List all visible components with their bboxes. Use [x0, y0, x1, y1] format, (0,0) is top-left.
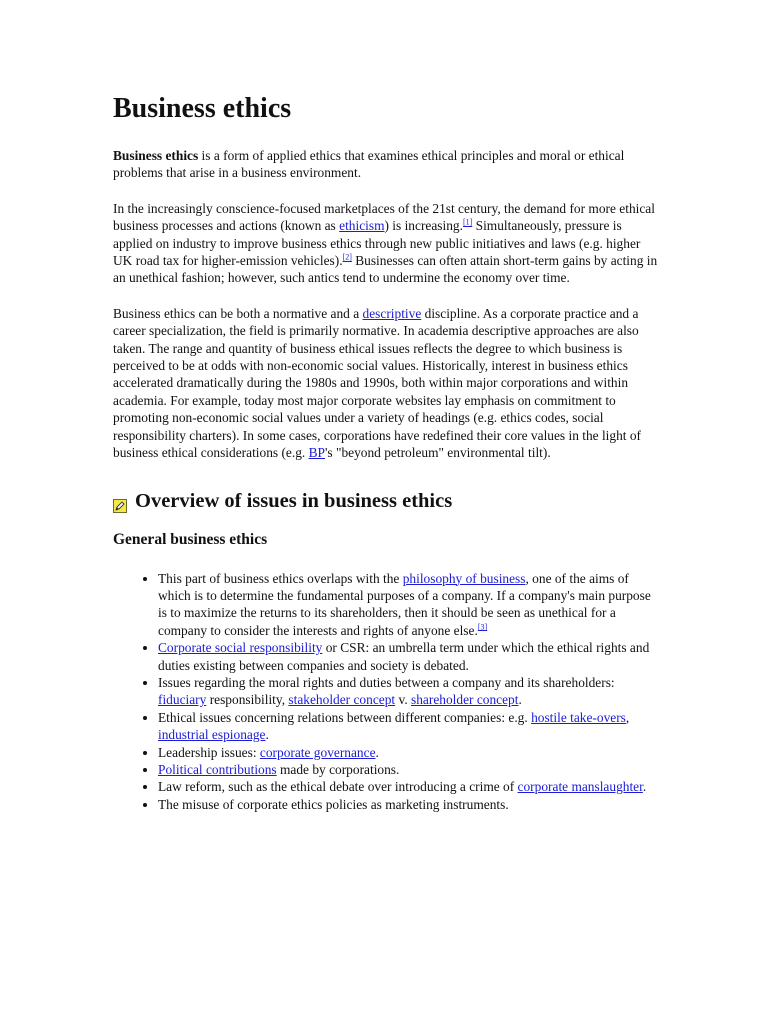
text-span: This part of business ethics overlaps with the: [158, 570, 403, 586]
reference-2[interactable]: [2]: [342, 252, 352, 262]
text-span: made by corporations.: [276, 761, 400, 777]
list-item: [158, 709, 661, 744]
page-title: Business ethics: [113, 93, 292, 124]
link-shareholder-concept[interactable]: shareholder concept: [411, 692, 519, 708]
text-span: Business ethics can be both a normative and a: [113, 305, 363, 321]
normative-paragraph: [113, 305, 661, 462]
text-span: Leadership issues:: [158, 744, 260, 760]
text-span: In the increasingly conscience-focused marketplaces of the 21st century, the demand for more ethical business processes and actions (known as: [113, 200, 655, 234]
text-span: 's "beyond petroleum" environmental tilt).: [325, 445, 551, 461]
text-span: .: [265, 727, 269, 743]
article: [113, 92, 661, 813]
text-span: .: [375, 744, 379, 760]
list-item: [158, 761, 661, 778]
link-ethicism[interactable]: ethicism: [339, 218, 385, 234]
link-political-contributions[interactable]: Political contributions: [158, 761, 277, 777]
link-fiduciary[interactable]: fiduciary: [158, 692, 207, 708]
text-span: The misuse of corporate ethics policies as marketing instruments.: [158, 796, 509, 812]
list-item: [158, 796, 661, 813]
text-span: Businesses can often attain short-term gains by acting in an unethical fashion; however, such antics tend to undermine the economy over time.: [113, 253, 658, 286]
intro-paragraph: [113, 147, 661, 182]
link-corporate-manslaughter[interactable]: corporate manslaughter: [517, 779, 643, 795]
section-heading-text: Overview of issues in business ethics: [135, 489, 453, 512]
list-item: [158, 639, 661, 674]
intro-bold-term: Business ethics: [113, 148, 199, 163]
link-bp[interactable]: BP: [308, 445, 325, 461]
text-span: Law reform, such as the ethical debate over introducing a crime of: [158, 779, 518, 795]
edit-pencil-icon[interactable]: [113, 494, 127, 508]
text-span: Ethical issues concerning relations between different companies: e.g.: [158, 709, 532, 725]
text-span: responsibility,: [206, 692, 289, 708]
list-item: [158, 778, 661, 795]
list-item: [158, 674, 661, 709]
link-descriptive[interactable]: descriptive: [362, 305, 422, 321]
text-span: ) is increasing.: [384, 218, 463, 234]
text-span: or CSR: an umbrella term under which the ethical rights and duties existing between companies and society is debated.: [158, 640, 650, 673]
link-philosophy-of-business[interactable]: philosophy of business: [402, 570, 526, 586]
link-corporate-social-responsibility[interactable]: Corporate social responsibility: [158, 640, 323, 656]
link-hostile-takeovers[interactable]: hostile take-overs: [531, 709, 626, 725]
issues-list: [113, 570, 661, 814]
text-span: .: [518, 692, 522, 708]
link-corporate-governance[interactable]: corporate governance: [259, 744, 376, 760]
subsection-heading: General business ethics: [113, 530, 268, 548]
link-stakeholder-concept[interactable]: stakeholder concept: [288, 692, 396, 708]
intro-text: is a form of applied ethics that examines ethical principles and moral or ethical problems that arise in a business environment.: [113, 148, 625, 181]
reference-3[interactable]: [3]: [477, 622, 488, 632]
text-span: v.: [395, 692, 412, 708]
text-span: discipline. As a corporate practice and a career specialization, the field is primarily normative. In academia descriptive approaches are also taken. The range and quantity of business ethical issues reflects the degree to which business is perceived to be at odds with non-economic social values. Historically, interest in business ethics accelerated dramatically during the 1980s and 1990s, both within major corporations and within academia. For example, today most major corporate websites lay emphasis on commitment to promoting non-economic social values under a variety of headings (e.g. ethics codes, social responsibility charters). In some cases, corporations have redefined their core values in the light of business ethical considerations (e.g.: [113, 305, 642, 461]
link-industrial-espionage[interactable]: industrial espionage: [158, 727, 266, 743]
text-span: ,: [625, 709, 630, 725]
reference-1[interactable]: [1]: [462, 217, 473, 227]
text-span: Simultaneously, pressure is applied on industry to improve business ethics through new public initiatives and laws (e.g. higher UK road tax for higher-emission vehicles).: [113, 218, 641, 269]
text-span: , one of the aims of which is to determine the fundamental purposes of a company. If a company's main purpose is to maximize the returns to its shareholders, then it should be seen as unethical for a company to consider the interests and rights of anyone else.: [158, 570, 651, 638]
list-item: [158, 570, 661, 640]
text-span: .: [642, 779, 647, 795]
list-item: [158, 744, 661, 761]
text-span: Issues regarding the moral rights and duties between a company and its shareholders:: [158, 674, 615, 690]
demand-paragraph: [113, 200, 661, 287]
section-heading: [113, 488, 661, 514]
